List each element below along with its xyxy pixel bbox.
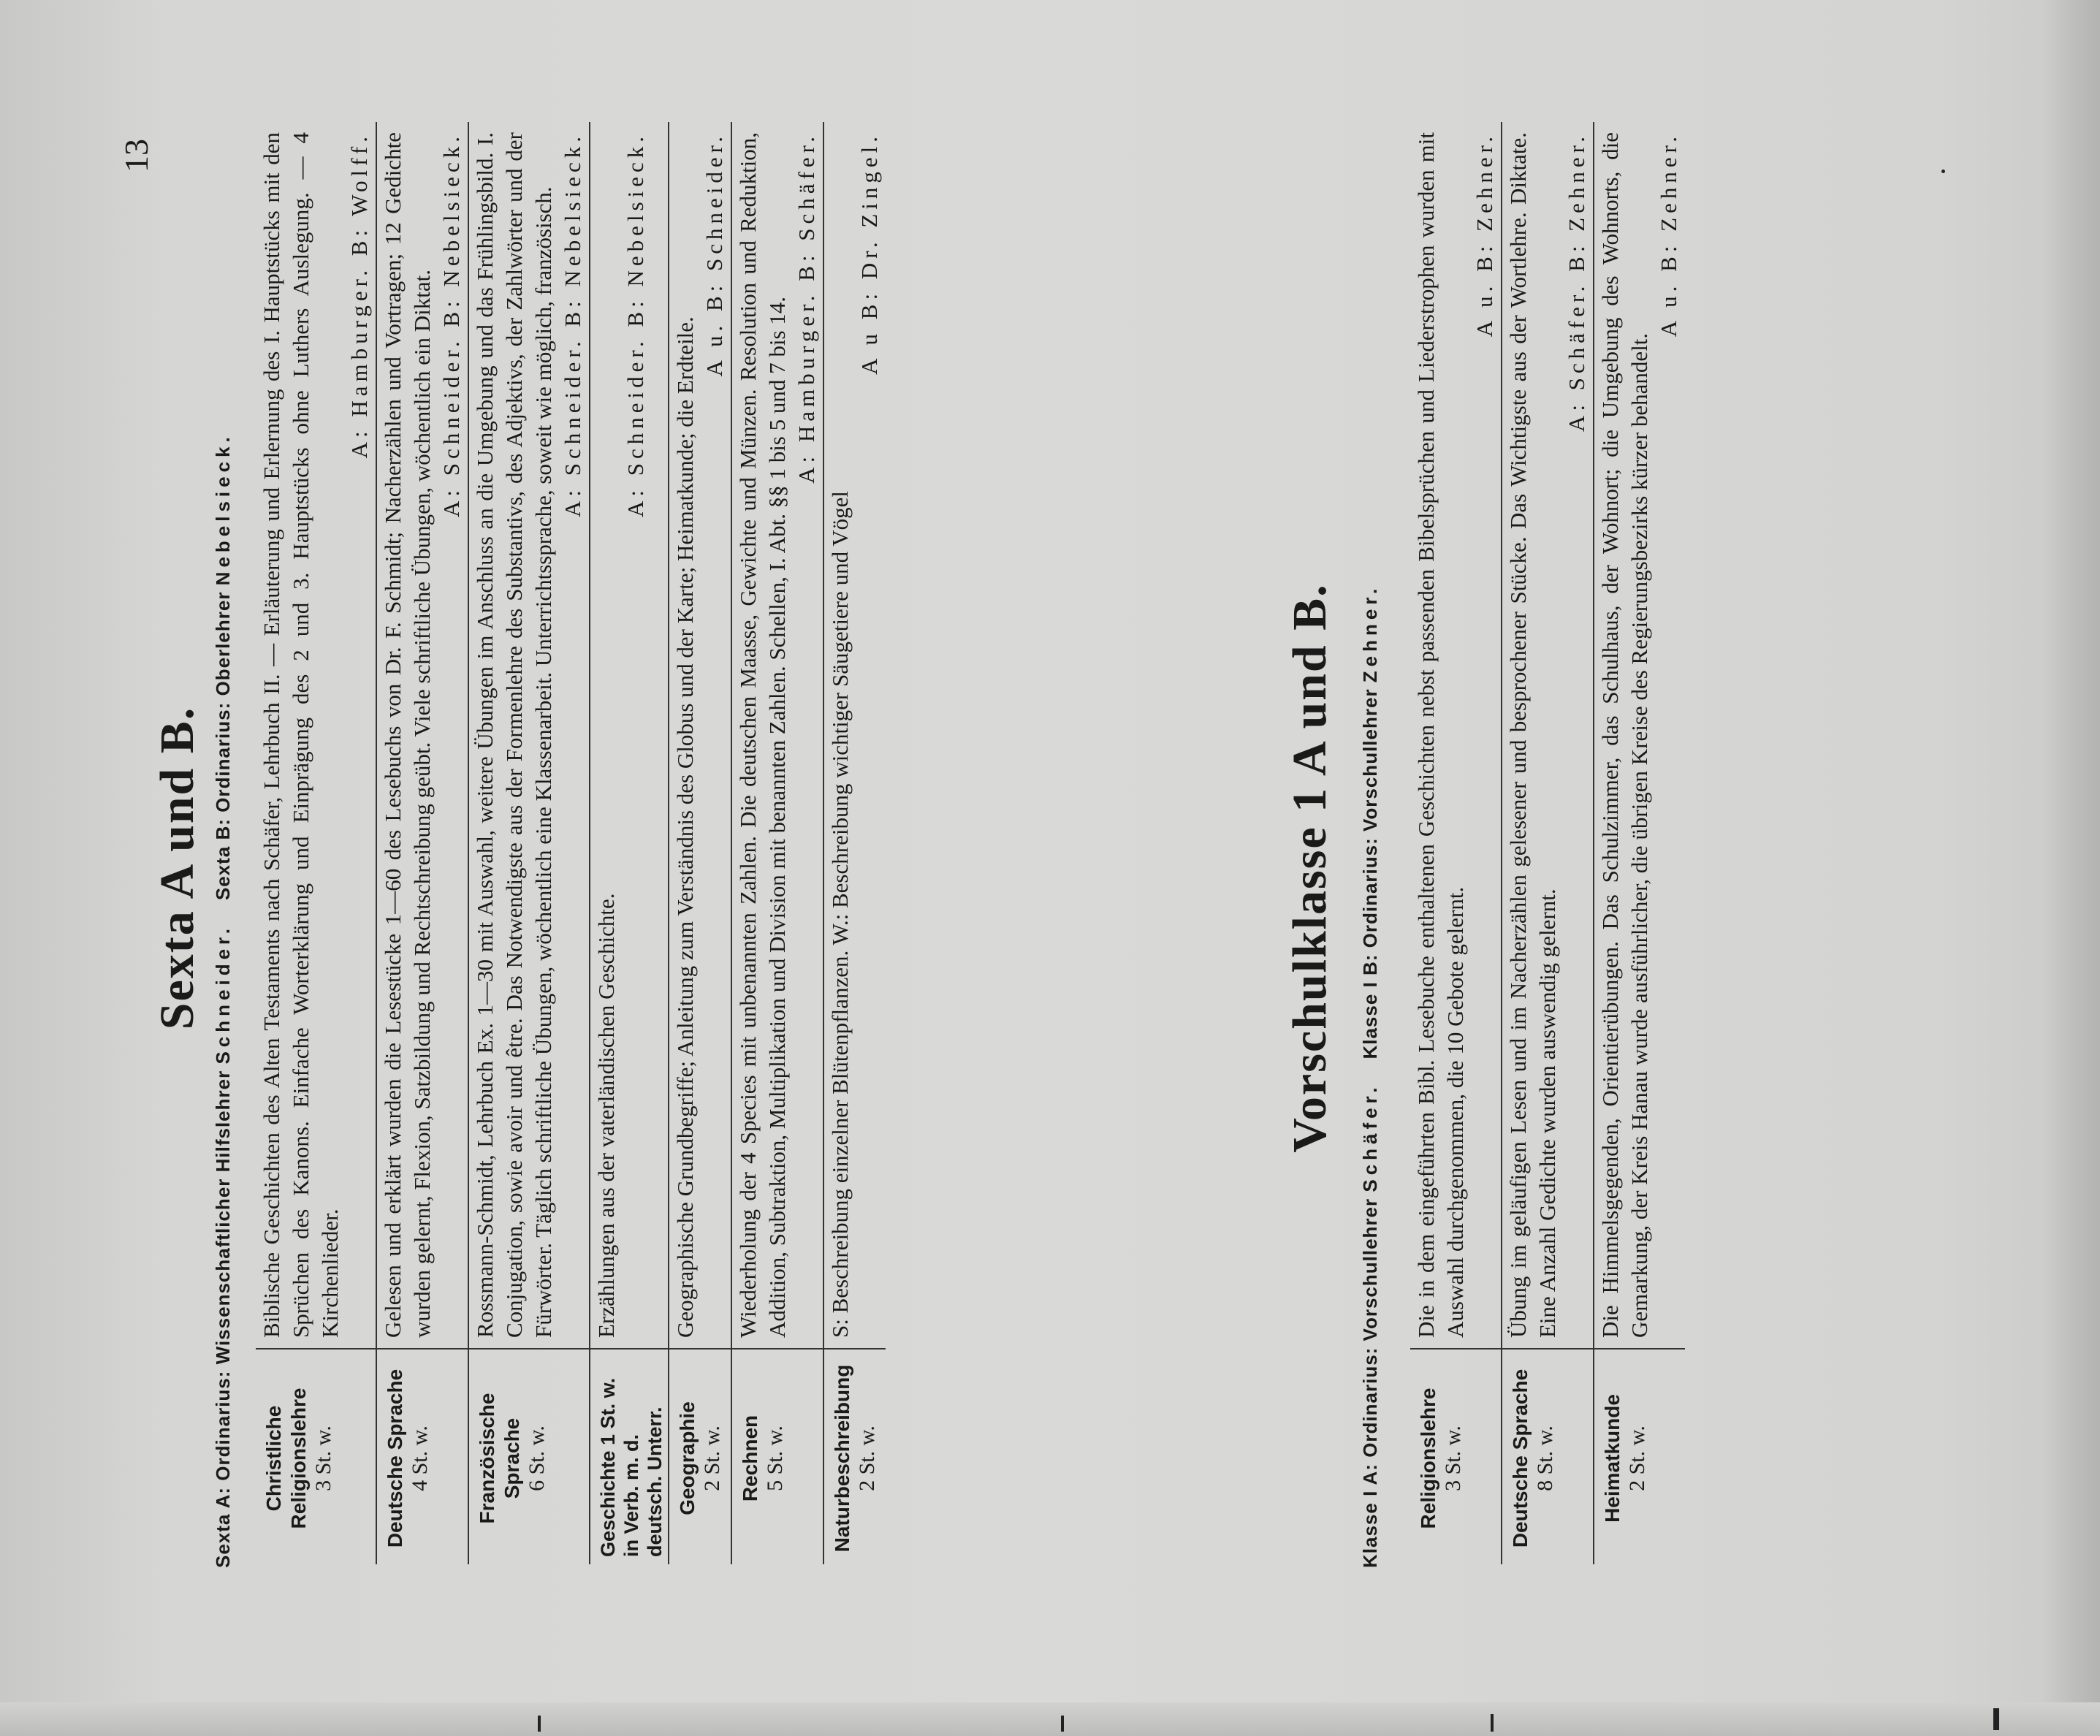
vorschule-a-ordinarius-label: Klasse I A: Ordinarius: Vorschullehrer: [1359, 1198, 1381, 1568]
subject-name: Deutsche Sprache: [1509, 1368, 1532, 1548]
subject-hours: 5 St. w.: [763, 1425, 787, 1491]
teacher-assignment: A u B: Dr. Zingel.: [856, 132, 882, 375]
subject-name: Naturbeschreibung: [831, 1364, 853, 1553]
description-cell: [669, 122, 731, 1349]
description-text: Übung im geläufigen Lesen und im Nacherzählen gelesener und besprochener Stücke. Das Wichtigste aus der Wortlehre. Diktate. Eine Anzahl Gedichte wurden auswendig gelernt.: [1505, 132, 1560, 1338]
description-text: Erzählungen aus der vaterländischen Geschichte.: [593, 893, 619, 1338]
sexta-b-ordinarius-name: Nebelsieck.: [212, 433, 234, 586]
description-text: Rossmann-Schmidt, Lehrbuch Ex. 1—30 mit Auswahl, weitere Übungen im Anschluss an die Umgebung und das Frühlingsbild. I. Conjugation, sowie avoir und être. Das Notwendigste aus der Formenlehre des Substantivs, des Adjektivs, der Zahlwörter und der Fürwörter. Täglich schriftliche Übungen, wöchentlich eine Klassenarbeit. Unterrichtssprache, soweit wie möglich, französisch.: [472, 132, 556, 1338]
table-row: [669, 122, 731, 1564]
subject-name: Geschichte 1 St. w. in Verb. m. d. deutsch. Unterr.: [597, 1377, 666, 1557]
table-row: [823, 122, 886, 1564]
table-row: [1594, 122, 1685, 1564]
teacher-assignment: A u. B: Zehner.: [1472, 132, 1497, 338]
description-cell: [823, 122, 886, 1349]
subject-cell: [256, 1349, 376, 1564]
subject-hours: 4 St. w.: [408, 1425, 432, 1491]
teacher-assignment: A: Hamburger. B: Wolff.: [346, 132, 372, 459]
description-text: S: Beschreibung einzelner Blütenpflanzen. W.: Beschreibung wichtiger Säugetiere und Vögel: [827, 490, 853, 1338]
vorschule-lesson-table: [1410, 122, 1685, 1564]
description-text: Die Himmelsgegenden, Orientierübungen. Das Schulzimmer, das Schulhaus, der Wohnort; die Umgebung des Wohnorts, die Gemarkung, der Kreis Hanau wurde ausführlicher, die übrigen Kreise des Regierungsbezirks kürzer behandelt.: [1597, 132, 1652, 1338]
sexta-ordinarius-line: [212, 143, 235, 1568]
table-row: [731, 122, 823, 1564]
description-cell: [1594, 122, 1685, 1349]
subject-name: Rechnen: [739, 1415, 761, 1502]
teacher-assignment: A: Schneider. B: Nebelsieck.: [623, 132, 648, 517]
subject-name: Religionslehre: [1417, 1387, 1439, 1529]
subject-hours: 3 St. w.: [311, 1425, 335, 1491]
description-cell: [1502, 122, 1594, 1349]
teacher-assignment: A u. B: Schneider.: [701, 132, 727, 377]
subject-cell: [1502, 1349, 1594, 1564]
description-text: Geographische Grundbegriffe; Anleitung zum Verständnis des Globus und der Karte; Heimatkunde; die Erdteile.: [672, 316, 698, 1338]
sexta-a-ordinarius-label: Sexta A: Ordinarius: Wissenschaftlicher Hilfslehrer: [212, 1070, 234, 1568]
table-row: [256, 122, 376, 1564]
description-text: Gelesen und erklärt wurden die Lesestücke 1—60 des Lesebuchs von Dr. F. Schmidt; Nacherzählen und Vortragen; 12 Gedichte wurden gelernt, Flexion, Satzbildung und Rechtschreibung geübt. Viele schriftliche Übungen, wöchentlich ein Diktat.: [380, 132, 435, 1338]
subject-hours: 2 St. w.: [1625, 1425, 1649, 1491]
subject-name: Heimatkunde: [1601, 1394, 1624, 1523]
sexta-a-ordinarius-name: Schneider.: [212, 924, 234, 1065]
vorschule-ordinarius-line: [1359, 143, 1382, 1568]
vorschule-title: Vorschulklasse 1 A und B.: [1283, 583, 1336, 1153]
teacher-assignment: A: Schneider. B: Nebelsieck.: [560, 132, 585, 517]
subject-hours: 3 St. w.: [1441, 1425, 1465, 1491]
subject-cell: [669, 1349, 731, 1564]
teacher-assignment: A: Schäfer. B: Zehner.: [1564, 132, 1589, 433]
teacher-assignment: A u. B: Zehner.: [1656, 132, 1681, 338]
table-row: [590, 122, 669, 1564]
subject-cell: [1410, 1349, 1502, 1564]
table-row: [1410, 122, 1502, 1564]
table-row: [376, 122, 468, 1564]
subject-hours: 8 St. w.: [1533, 1425, 1557, 1491]
teacher-assignment: A: Schneider. B: Nebelsieck.: [438, 132, 464, 517]
vorschule-a-ordinarius-name: Schäfer.: [1359, 1083, 1381, 1192]
description-cell: [590, 122, 669, 1349]
subject-cell: [590, 1349, 669, 1564]
subject-hours: 6 St. w.: [525, 1425, 549, 1491]
description-text: Wiederholung der 4 Species mit unbenannten Zahlen. Die deutschen Maasse, Gewichte und Münzen. Resolution und Reduktion, Addition, Subtraktion, Multiplikation und Division mit benannten Zahlen. Schellen, I. Abt. §§ 1 bis 5 und 7 bis 14.: [735, 132, 790, 1338]
subject-cell: [823, 1349, 886, 1564]
subject-hours: 2 St. w.: [700, 1425, 724, 1491]
description-cell: [376, 122, 468, 1349]
description-cell: [731, 122, 823, 1349]
subject-cell: [468, 1349, 590, 1564]
vorschule-b-ordinarius-label: Klasse I B: Ordinarius: Vorschullehrer: [1359, 688, 1381, 1059]
description-text: Biblische Geschichten des Alten Testaments nach Schäfer, Lehrbuch II. — Erläuterung und Erlernung des I. Hauptstücks mit den Sprüchen des Kanons. Einfache Worterklärung und Einprägung des 2 und 3. Hauptstücks ohne Luthers Auslegung. — 4 Kirchenlieder.: [259, 132, 343, 1338]
subject-name: Deutsche Sprache: [384, 1368, 406, 1548]
page-number: 13: [118, 139, 155, 172]
description-cell: [256, 122, 376, 1349]
table-row: [468, 122, 590, 1564]
table-row: [1502, 122, 1594, 1564]
description-text: Die in dem eingeführten Bibl. Lesebuche enthaltenen Geschichten nebst passenden Bibelsprüchen und Liederstrophen wurden mit Auswahl durchgenommen, die 10 Gebote gelernt.: [1413, 132, 1468, 1338]
subject-cell: [731, 1349, 823, 1564]
description-cell: [1410, 122, 1502, 1349]
description-cell: [468, 122, 590, 1349]
vorschule-b-ordinarius-name: Zehner.: [1359, 584, 1381, 683]
teacher-assignment: A: Hamburger. B: Schäfer.: [794, 132, 819, 484]
subject-cell: [376, 1349, 468, 1564]
subject-name: Christliche Religionslehre: [262, 1387, 310, 1529]
subject-cell: [1594, 1349, 1685, 1564]
sexta-title: Sexta A und B.: [151, 706, 204, 1030]
subject-name: Französische Sprache: [476, 1393, 523, 1524]
sexta-lesson-table: [256, 122, 886, 1564]
subject-name: Geographie: [676, 1401, 699, 1515]
subject-hours: 2 St. w.: [855, 1425, 879, 1491]
sexta-b-ordinarius-label: Sexta B: Ordinarius: Oberlehrer: [212, 591, 234, 901]
